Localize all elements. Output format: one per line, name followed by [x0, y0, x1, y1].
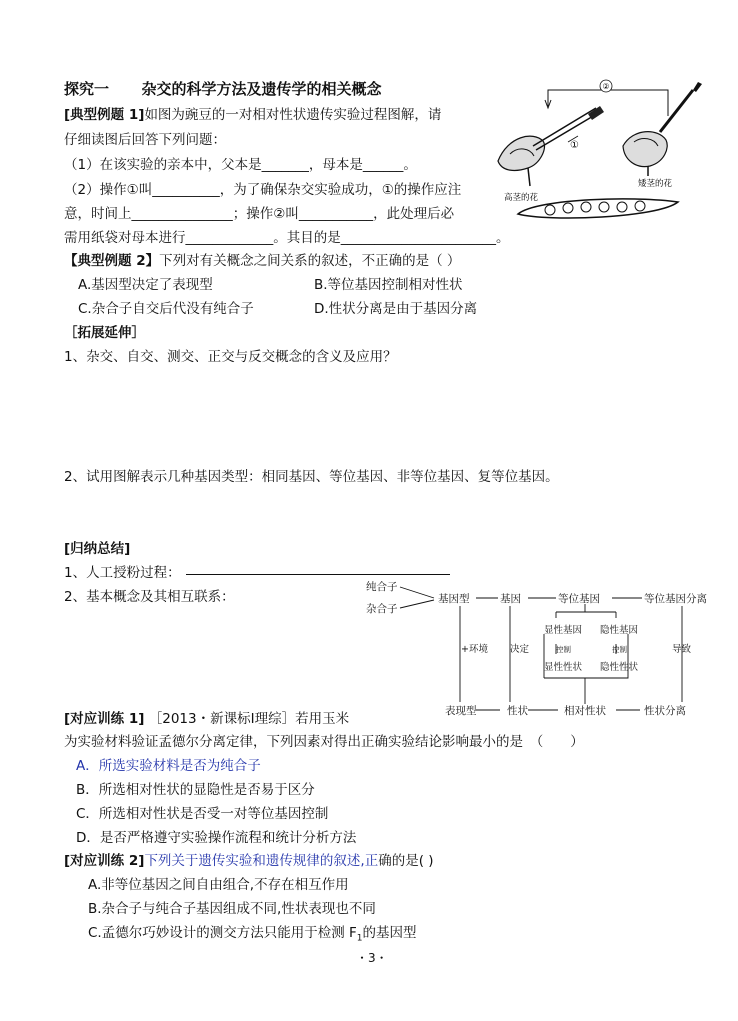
op2-bracket: [548, 90, 668, 116]
label-env: +环境: [461, 644, 488, 655]
brush-tip-icon: [693, 82, 702, 92]
example2-option-a: A.基因型决定了表现型: [78, 277, 213, 293]
training2-option-a: A.非等位基因之间自由组合,不存在相互作用: [88, 877, 349, 893]
node-allele: 等位基因: [558, 593, 600, 605]
training2-tag: [对应训练 2]: [64, 853, 145, 869]
node-trait: 性状: [507, 705, 528, 717]
training1-option-d: D．是否严格遵守实验操作流程和统计分析方法: [76, 830, 357, 846]
training1-source: ［2013・新课标Ⅰ理综］若用玉米: [148, 711, 350, 727]
label-control-1: 控制: [556, 645, 571, 654]
example1-tag: [典型例题 1]: [64, 107, 145, 123]
example2-stem-line: [64, 249, 460, 269]
high-stem-flower-icon: [498, 136, 545, 170]
concept-map-diagram: [360, 578, 710, 718]
example2-stem: 下列对有关概念之间关系的叙述，不正确的是（ ）: [159, 253, 461, 269]
node-dominant-trait: 显性性状: [544, 662, 583, 673]
summary-item1-blank: [186, 574, 450, 575]
node-hetero: 杂合子: [366, 603, 398, 615]
node-dominant-gene: [544, 624, 582, 636]
high-stem-icon: [528, 168, 530, 186]
node-allele-sep: 等位基因分离: [644, 593, 707, 605]
section-heading: 杂交的科学方法及遗传学的相关概念: [141, 80, 382, 98]
label-lead: 导致: [672, 644, 692, 655]
pea-seed-icon: [599, 202, 609, 212]
example2-option-c: C.杂合子自交后代没有纯合子: [78, 301, 254, 317]
page-number: ・3・: [356, 951, 388, 965]
training2-stem-end: 确的是( ): [378, 853, 434, 869]
low-stem-flower-label: 矮茎的花: [638, 179, 673, 189]
extend-q1: 1、杂交、自交、测交、正交与反交概念的含义及应用？: [64, 349, 397, 365]
pea-seed-icon: [563, 203, 573, 213]
training1-option-c: C．所选相对性状是否受一对等位基因控制: [76, 806, 329, 822]
summary-item1: 1、人工授粉过程：: [64, 565, 181, 581]
training1-option-b: B．所选相对性状的显隐性是否易于区分: [76, 782, 315, 798]
example1-q2c: 需用纸袋对母本进行_____________。其目的是_______________________。: [64, 230, 510, 246]
low-stem-flower-icon: [623, 132, 667, 167]
label-control-2: 控制: [612, 645, 627, 654]
edge-allele-split: [556, 604, 616, 618]
training1-option-a: A．所选实验材料是否为纯合子: [76, 758, 261, 774]
op2-label: ②: [602, 82, 610, 91]
extend-tag: ［拓展延伸］: [64, 325, 145, 341]
node-relative-trait: 相对性状: [564, 705, 606, 717]
example1-line2: 仔细读图后回答下列问题：: [64, 132, 226, 148]
example1-q2b: 意，时间上_______________；操作②叫___________，此处理后必: [64, 206, 455, 222]
training2-option-c-sub: 1: [356, 933, 363, 944]
training2-option-c-text: C.孟德尔巧妙设计的测交方法只能用于检测 F: [88, 925, 357, 941]
example2-tag: 【典型例题 2】: [64, 253, 160, 269]
example1-q2a: （2）操作①叫__________，为了确保杂交实验成功，①的操作应注: [64, 182, 462, 198]
summary-item2: 2、基本概念及其相互联系：: [64, 589, 235, 605]
node-trait-sep: 性状分离: [644, 705, 686, 717]
training2-option-c-end: 的基因型: [362, 925, 417, 941]
pea-pod-icon: [518, 199, 678, 218]
node-dominant-gene-label: 显性基因: [544, 625, 583, 636]
training1-stem: 为实验材料验证孟德尔分离定律，下列因素对得出正确实验结论影响最小的是 （ ）: [64, 734, 584, 750]
example1-line1: [64, 103, 441, 123]
node-recessive-gene-label: 隐性基因: [600, 625, 639, 636]
pea-seed-icon: [617, 202, 627, 212]
summary-tag: [归纳总结]: [64, 541, 131, 557]
section-title: [64, 78, 382, 99]
label-decide: 决定: [510, 644, 530, 655]
pea-experiment-figure: [488, 76, 708, 226]
pea-seed-icon: [545, 205, 555, 215]
training2-option-c: [88, 921, 417, 944]
extend-q2: 2、试用图解表示几种基因类型：相同基因、等位基因、非等位基因、复等位基因。: [64, 469, 559, 485]
example2-option-d: D.性状分离是由于基因分离: [314, 301, 478, 317]
node-recessive-gene: [600, 624, 638, 636]
training2-stem: 下列关于遗传实验和遗传规律的叙述,正: [144, 853, 379, 869]
section-label: 探究一: [64, 80, 110, 98]
example1-q1: （1）在该实验的亲本中，父本是_______，母本是______。: [64, 157, 417, 173]
node-phenotype: 表现型: [445, 705, 477, 717]
pea-seed-icon: [581, 202, 591, 212]
node-gene: 基因: [500, 593, 521, 605]
node-recessive-trait: 隐性性状: [600, 662, 639, 673]
training2-stem-line: [64, 849, 434, 869]
training1-tag: [对应训练 1]: [64, 711, 145, 727]
node-genotype: 基因型: [438, 593, 470, 605]
node-pure: 纯合子: [366, 581, 398, 593]
example2-option-b: B.等位基因控制相对性状: [314, 277, 463, 293]
high-stem-flower-label: 高茎的花: [504, 193, 539, 203]
op1-label: ①: [570, 140, 579, 151]
pea-seed-icon: [635, 201, 645, 211]
training2-option-b: B.杂合子与纯合子基因组成不同,性状表现也不同: [88, 901, 376, 917]
edge-pure-hetero-genotype: [400, 587, 434, 608]
brush-handle-icon: [660, 90, 693, 132]
example1-text1: 如图为豌豆的一对相对性状遗传实验过程图解，请: [144, 107, 442, 123]
training1-header: [64, 707, 349, 727]
